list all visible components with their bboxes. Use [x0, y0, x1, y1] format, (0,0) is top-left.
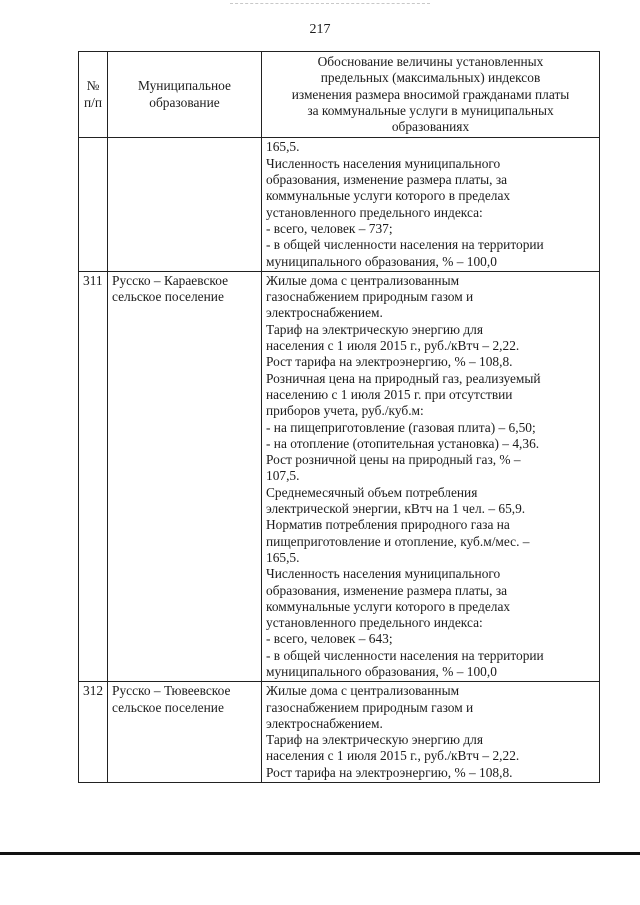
row-number [79, 138, 108, 271]
header-justification: Обоснование величины установленных предельных (максимальных) индексов изменения размера вносимой гражданами платы за коммунальные услуги в муниципальных образованиях [262, 52, 600, 138]
justification-line: установленного предельного индекса: [266, 615, 483, 631]
justification-line: Норматив потребления природного газа на [266, 517, 510, 533]
municipality-line: Русско – Тювеевское [112, 683, 231, 699]
justification-line: 165,5. [266, 549, 300, 565]
row-municipality [108, 138, 262, 271]
justification-line: электрической энергии, кВтч на 1 чел. – 65,9. [266, 501, 526, 517]
justification-line: - в общей численности населения на территории [266, 237, 544, 253]
page-number: 217 [309, 22, 331, 37]
row-justification [262, 682, 600, 783]
justification-line: населения с 1 июля 2015 г., руб./кВтч – 2,22. [266, 748, 520, 764]
justification-line: Тариф на электрическую энергию для [266, 732, 484, 748]
justification-line: - всего, человек – 737; [266, 220, 393, 236]
table-header-row [79, 52, 600, 138]
justification-line: Численность населения муниципального [266, 566, 501, 582]
justification-line: Численность населения муниципального [266, 155, 501, 171]
justification-line: Жилые дома с централизованным [266, 683, 460, 699]
municipality-line: Русско – Караевское [112, 272, 229, 288]
table-row [79, 682, 600, 783]
justification-line: - на пищеприготовление (газовая плита) – 6,50; [266, 419, 536, 435]
justification-line: Жилые дома с централизованным [266, 272, 460, 288]
table-body [79, 138, 600, 783]
municipality-line: сельское поселение [112, 289, 224, 305]
bottom-rule [0, 852, 640, 855]
justification-line: населению с 1 июля 2015 г. при отсутствии [266, 386, 513, 402]
justification-line: Рост тарифа на электроэнергию, % – 108,8. [266, 764, 513, 780]
justification-line: коммунальные услуги которого в пределах [266, 188, 511, 204]
justification-line: муниципального образования, % – 100,0 [266, 663, 497, 679]
header-number: № п/п [79, 52, 108, 138]
justification-line: газоснабжением природным газом и [266, 289, 474, 305]
justification-line: Тариф на электрическую энергию для [266, 321, 484, 337]
tariff-justification-table [78, 51, 600, 783]
municipality-line: сельское поселение [112, 699, 224, 715]
justification-line: Розничная цена на природный газ, реализуемый [266, 370, 541, 386]
justification-line: - всего, человек – 643; [266, 631, 393, 647]
justification-line: - на отопление (отопительная установка) – 4,36. [266, 435, 540, 451]
justification-line: Среднемесячный объем потребления [266, 484, 478, 500]
justification-line: газоснабжением природным газом и [266, 699, 474, 715]
row-number: 312 [79, 682, 108, 783]
justification-line: образования, изменение размера платы, за [266, 172, 508, 188]
justification-line: электроснабжением. [266, 715, 383, 731]
header-municipality: Муниципальное образование [108, 52, 262, 138]
row-municipality [108, 271, 262, 681]
justification-line: 165,5. [266, 139, 300, 155]
table-row [79, 138, 600, 271]
justification-line: - в общей численности населения на территории [266, 647, 544, 663]
scan-artifact [230, 3, 430, 4]
justification-line: электроснабжением. [266, 305, 383, 321]
justification-line: населения с 1 июля 2015 г., руб./кВтч – 2,22. [266, 338, 520, 354]
justification-line: приборов учета, руб./куб.м: [266, 403, 424, 419]
justification-line: коммунальные услуги которого в пределах [266, 598, 511, 614]
row-justification [262, 138, 600, 271]
justification-line: образования, изменение размера платы, за [266, 582, 508, 598]
justification-line: муниципального образования, % – 100,0 [266, 253, 497, 269]
justification-line: Рост розничной цены на природный газ, % – [266, 452, 521, 468]
justification-line: пищеприготовление и отопление, куб.м/мес. – [266, 533, 530, 549]
row-justification [262, 271, 600, 681]
justification-line: Рост тарифа на электроэнергию, % – 108,8. [266, 354, 513, 370]
row-number: 311 [79, 271, 108, 681]
row-municipality [108, 682, 262, 783]
justification-line: 107,5. [266, 468, 300, 484]
justification-line: установленного предельного индекса: [266, 204, 483, 220]
table-row [79, 271, 600, 681]
